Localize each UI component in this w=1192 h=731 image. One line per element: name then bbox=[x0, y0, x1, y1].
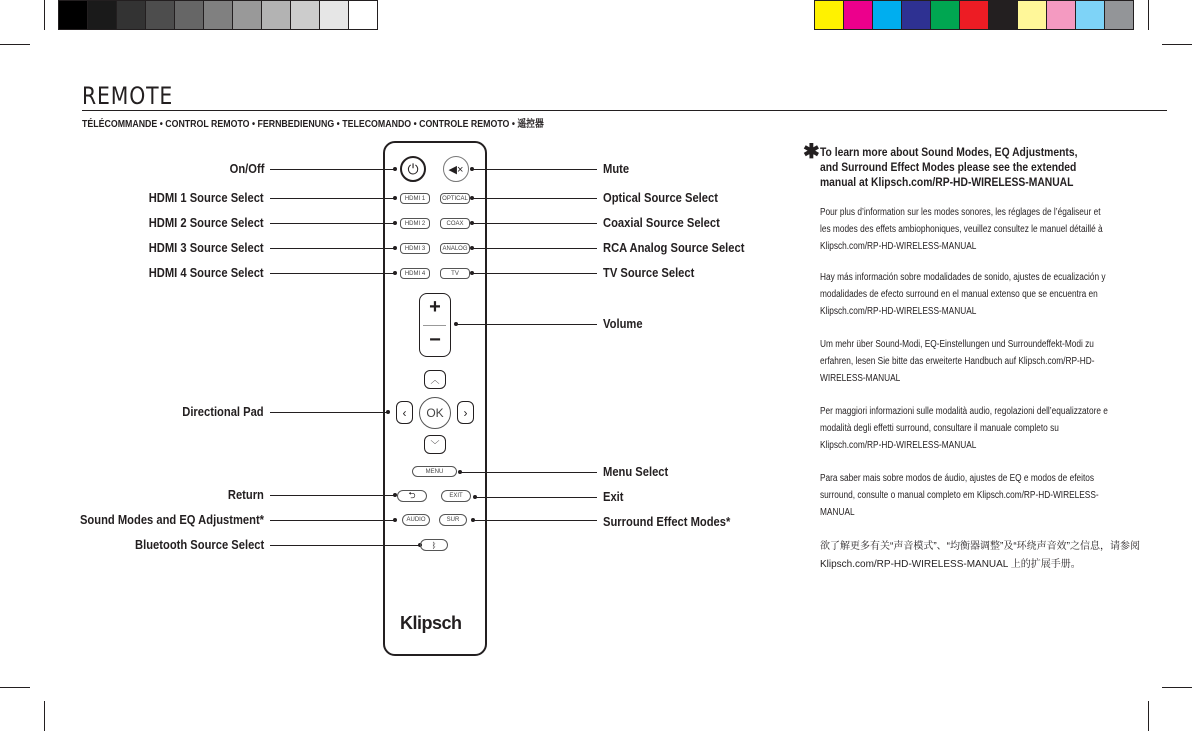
volume-rocker[interactable] bbox=[419, 293, 451, 357]
color-swatch bbox=[901, 0, 930, 30]
color-swatch bbox=[116, 0, 145, 30]
crop-mark bbox=[0, 44, 30, 45]
color-swatch bbox=[959, 0, 988, 30]
label-hdmi3: HDMI 3 Source Select bbox=[149, 240, 264, 255]
label-mute: Mute bbox=[603, 161, 630, 176]
label-coaxial: Coaxial Source Select bbox=[603, 215, 720, 230]
label-directional-pad: Directional Pad bbox=[182, 404, 264, 419]
page-subtitle: TÉLÉCOMMANDE • CONTROL REMOTO • FERNBEDIENUNG • TELECOMANDO • CONTROLE REMOTO • 遥控器 bbox=[82, 119, 544, 130]
leader-line bbox=[270, 198, 395, 199]
color-swatch bbox=[87, 0, 116, 30]
leader-line bbox=[472, 169, 597, 170]
crop-mark bbox=[1148, 701, 1149, 731]
leader-line bbox=[270, 223, 395, 224]
color-swatch bbox=[203, 0, 232, 30]
mute-button[interactable] bbox=[443, 156, 469, 182]
color-swatch bbox=[1017, 0, 1046, 30]
coax-button[interactable]: COAX bbox=[440, 218, 470, 229]
color-swatch bbox=[843, 0, 872, 30]
color-swatch bbox=[872, 0, 901, 30]
crop-mark bbox=[44, 701, 45, 731]
gray-calibration-bar bbox=[58, 0, 378, 30]
volume-up-button[interactable]: + bbox=[429, 296, 441, 318]
chevron-up-icon: ︿ bbox=[430, 375, 440, 385]
color-swatch bbox=[1046, 0, 1075, 30]
dpad-left-button[interactable] bbox=[396, 401, 413, 424]
bluetooth-button[interactable] bbox=[420, 539, 448, 551]
crop-mark bbox=[1148, 0, 1149, 30]
hdmi3-button[interactable]: HDMI 3 bbox=[400, 243, 430, 254]
bluetooth-icon: ᛒ bbox=[431, 540, 437, 550]
crop-mark bbox=[44, 0, 45, 30]
color-swatch bbox=[261, 0, 290, 30]
note-german: Um mehr über Sound-Modi, EQ-Einstellungen und Surroundeffekt-Modi zu erfahren, lesen Sie bitte das erweiterte Handbuch auf Klipsch.com/RP-HD-WIRELESS-MANUAL bbox=[820, 339, 1095, 384]
volume-down-button[interactable]: − bbox=[429, 329, 441, 351]
color-swatch bbox=[319, 0, 348, 30]
label-hdmi1: HDMI 1 Source Select bbox=[149, 190, 264, 205]
label-volume: Volume bbox=[603, 316, 643, 331]
leader-line bbox=[475, 497, 597, 498]
label-sound-modes: Sound Modes and EQ Adjustment* bbox=[79, 512, 264, 527]
crop-mark bbox=[1162, 44, 1192, 45]
label-menu: Menu Select bbox=[603, 464, 669, 479]
color-swatch bbox=[814, 0, 843, 30]
color-swatch bbox=[348, 0, 378, 30]
hdmi2-button[interactable]: HDMI 2 bbox=[400, 218, 430, 229]
color-swatch bbox=[232, 0, 261, 30]
color-swatch bbox=[930, 0, 959, 30]
hdmi4-button[interactable]: HDMI 4 bbox=[400, 268, 430, 279]
leader-line bbox=[270, 520, 395, 521]
note-french: Pour plus d’information sur les modes sonores, les réglages de l’égaliseur et les modes des effets ambiophoniques, veuillez consultez le manuel détaillé à Klipsch.com/RP-HD-WIRELESS-MANUAL bbox=[820, 207, 1103, 252]
menu-button[interactable]: MENU bbox=[412, 466, 457, 477]
volume-divider bbox=[423, 325, 446, 326]
klipsch-logo: Klipsch bbox=[400, 613, 462, 633]
label-exit: Exit bbox=[603, 489, 624, 504]
dpad-down-button[interactable] bbox=[424, 435, 446, 454]
leader-line bbox=[270, 273, 395, 274]
color-swatch bbox=[174, 0, 203, 30]
cmyk-calibration-bar bbox=[814, 0, 1134, 30]
crop-mark bbox=[0, 687, 30, 688]
note-chinese: 欲了解更多有关“声音模式”、“均衡器调整”及“环绕声音效”之信息，请参阅 Klipsch.com/RP-HD-WIRELESS-MANUAL 上的扩展手册。 bbox=[820, 541, 1140, 570]
leader-line bbox=[270, 169, 395, 170]
note-italian: Per maggiori informazioni sulle modalità audio, regolazioni dell’equalizzatore e modalità degli effetti surround, consultare il manuale completo su Klipsch.com/RP-HD-WIRELESS-MANUAL bbox=[820, 406, 1108, 451]
color-swatch bbox=[58, 0, 87, 30]
optical-button[interactable]: OPTICAL bbox=[440, 193, 470, 204]
label-surround: Surround Effect Modes* bbox=[603, 514, 731, 529]
tv-button[interactable]: TV bbox=[440, 268, 470, 279]
label-tv: TV Source Select bbox=[603, 265, 695, 280]
color-swatch bbox=[1075, 0, 1104, 30]
leader-line bbox=[472, 248, 597, 249]
color-swatch bbox=[290, 0, 319, 30]
title-divider bbox=[82, 110, 1167, 111]
crop-mark bbox=[1162, 687, 1192, 688]
exit-button[interactable]: EXIT bbox=[441, 490, 471, 502]
label-return: Return bbox=[227, 487, 264, 502]
dpad-up-button[interactable] bbox=[424, 370, 446, 389]
color-swatch bbox=[988, 0, 1017, 30]
note-portuguese: Para saber mais sobre modos de áudio, ajustes de EQ e modos de efeitos surround, consulte o manual completo em Klipsch.com/RP-HD-WIRELESS-MANUAL bbox=[820, 473, 1099, 518]
leader-line bbox=[473, 520, 597, 521]
audio-button[interactable]: AUDIO bbox=[402, 514, 430, 526]
leader-line bbox=[472, 198, 597, 199]
mute-icon: ◀× bbox=[448, 163, 464, 176]
leader-line bbox=[472, 273, 597, 274]
label-on-off: On/Off bbox=[229, 161, 264, 176]
chevron-right-icon: › bbox=[463, 405, 468, 420]
leader-line bbox=[472, 223, 597, 224]
note-spanish: Hay más información sobre modalidades de sonido, ajustes de ecualización y modalidades de efecto surround en el manual extenso que se encuentra en Klipsch.com/RP-HD-WIRELESS-MANUAL bbox=[820, 272, 1106, 317]
dpad-right-button[interactable] bbox=[457, 401, 474, 424]
power-button[interactable] bbox=[400, 156, 426, 182]
label-hdmi4: HDMI 4 Source Select bbox=[149, 265, 264, 280]
leader-line bbox=[270, 495, 395, 496]
power-icon: ⏻ bbox=[407, 160, 419, 177]
label-bluetooth: Bluetooth Source Select bbox=[134, 537, 264, 552]
label-optical: Optical Source Select bbox=[603, 190, 718, 205]
return-button[interactable] bbox=[397, 490, 427, 502]
leader-line bbox=[270, 412, 388, 413]
page-title: REMOTE bbox=[82, 82, 174, 110]
hdmi1-button[interactable]: HDMI 1 bbox=[400, 193, 430, 204]
color-swatch bbox=[1104, 0, 1134, 30]
label-hdmi2: HDMI 2 Source Select bbox=[149, 215, 264, 230]
chevron-down-icon: ﹀ bbox=[430, 440, 440, 450]
note-heading: To learn more about Sound Modes, EQ Adjustments, and Surround Effect Modes please see the extended manual at Klipsch.com/RP-HD-WIRELESS-MANUAL bbox=[820, 145, 1078, 189]
leader-line bbox=[270, 248, 395, 249]
return-icon: ⮌ bbox=[408, 490, 416, 500]
asterisk-icon: ✱ bbox=[803, 141, 820, 163]
sur-button[interactable]: SUR bbox=[439, 514, 467, 526]
color-swatch bbox=[145, 0, 174, 30]
ok-button[interactable]: OK bbox=[419, 397, 451, 429]
label-rca-analog: RCA Analog Source Select bbox=[603, 240, 745, 255]
chevron-left-icon: ‹ bbox=[402, 405, 407, 420]
analog-button[interactable]: ANALOG bbox=[440, 243, 470, 254]
